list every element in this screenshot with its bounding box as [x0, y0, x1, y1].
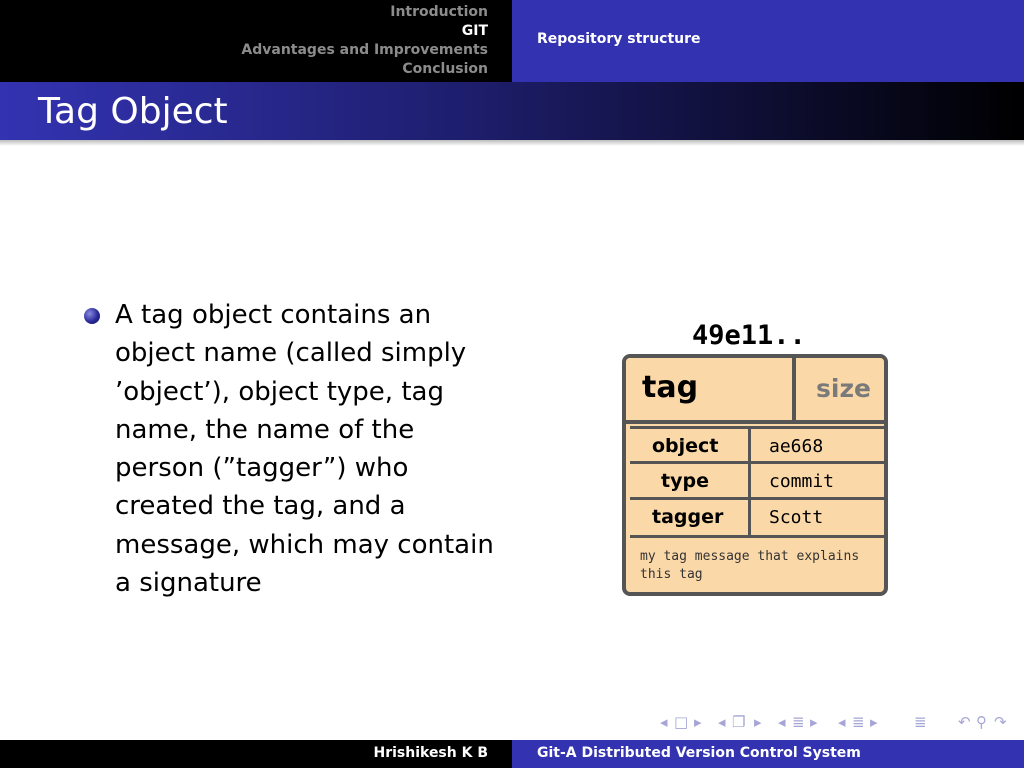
- section-navigation: [0, 0, 512, 82]
- footer-author: Hrishikesh K B: [373, 745, 488, 761]
- undo-icon[interactable]: ↶: [958, 713, 972, 731]
- section-next-icon[interactable]: ▸: [870, 713, 879, 731]
- slide-icon[interactable]: ❐: [732, 713, 747, 731]
- bullet-icon: [84, 308, 100, 324]
- subsection-prev-icon[interactable]: ◂: [778, 713, 787, 731]
- section-prev-icon[interactable]: ◂: [838, 713, 847, 731]
- field-value-type: commit: [769, 471, 835, 492]
- title-shadow: [0, 140, 1024, 146]
- frame-title: Tag Object: [38, 91, 228, 132]
- field-value-tagger: Scott: [769, 507, 824, 528]
- field-row-type: [630, 464, 884, 500]
- nav-section-conclusion[interactable]: Conclusion: [402, 61, 488, 77]
- header-divider: [792, 358, 796, 420]
- nav-section-advantages[interactable]: Advantages and Improvements: [241, 42, 488, 58]
- tag-header-row: [626, 358, 884, 424]
- frame-title-bar: [0, 82, 1024, 140]
- search-icon[interactable]: ⚲: [976, 713, 988, 731]
- navigation-controls: [660, 713, 1020, 733]
- footer-title-bar: [512, 740, 1024, 768]
- tag-type-label: tag: [642, 370, 699, 405]
- field-key-tagger: tagger: [652, 506, 724, 528]
- slide-prev-icon[interactable]: ◂: [718, 713, 727, 731]
- redo-icon[interactable]: ↷: [994, 713, 1008, 731]
- nav-section-git[interactable]: GIT: [461, 23, 488, 39]
- tag-hash: 49e11..: [692, 320, 806, 351]
- field-key-object: object: [652, 435, 719, 457]
- nav-subsection-repository-structure[interactable]: Repository structure: [537, 31, 701, 47]
- footer-author-bar: [0, 740, 512, 768]
- field-key-type: type: [661, 470, 709, 492]
- footer-title: Git-A Distributed Version Control System: [537, 745, 861, 761]
- nav-section-introduction[interactable]: Introduction: [390, 4, 488, 20]
- field-value-object: ae668: [769, 436, 824, 457]
- field-divider: [748, 500, 751, 538]
- tag-object-diagram: [622, 354, 888, 596]
- tag-message: my tag message that explains this tag: [640, 549, 860, 582]
- subsection-icon[interactable]: ≣: [792, 713, 806, 731]
- frame-icon[interactable]: □: [674, 713, 690, 731]
- field-row-object: [630, 426, 884, 464]
- align-icon[interactable]: ≣: [914, 713, 928, 731]
- subsection-next-icon[interactable]: ▸: [810, 713, 819, 731]
- field-divider: [748, 464, 751, 500]
- bullet-text: A tag object contains an object name (called simply ’object’), object type, tag name, the name of the person (”tagger”) who created the tag, and a message, which may contain a signature: [115, 300, 494, 599]
- frame-next-icon[interactable]: ▸: [694, 713, 703, 731]
- tag-size-label: size: [816, 374, 871, 403]
- subsection-navigation: [512, 0, 1024, 82]
- frame-prev-icon[interactable]: ◂: [660, 713, 669, 731]
- field-row-tagger: [630, 500, 884, 538]
- slide-next-icon[interactable]: ▸: [754, 713, 763, 731]
- field-divider: [748, 429, 751, 467]
- section-icon[interactable]: ≣: [852, 713, 866, 731]
